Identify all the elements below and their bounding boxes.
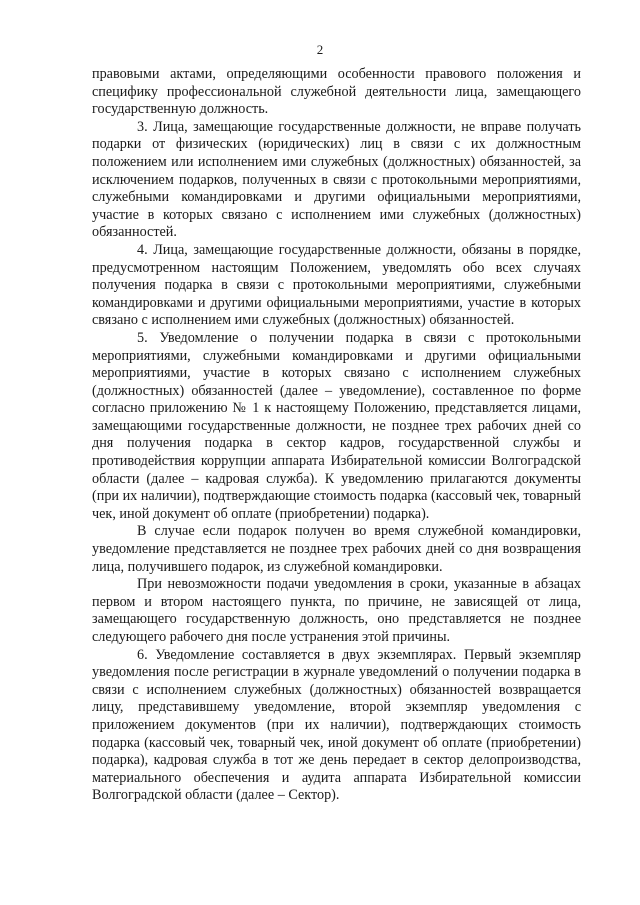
paragraph: правовыми актами, определяющими особенности правового положения и специфику профессиональной служебной деятельности лица, замещающего государственную должность. [92, 66, 581, 118]
paragraph-item-6: 6. Уведомление составляется в двух экземплярах. Первый экземпляр уведомления после регистрации в журнале уведомлений о получении подарка в связи с исполнением служебных (должностных) обязанностей возвращается лицу, представившему уведомление, второй экземпляр уведомления с приложением документов (при их наличии), подтверждающих стоимость подарка (кассовый чек, товарный чек, иной документ об оплате (приобретении) подарка), кадровая служба в тот же день передает в сектор делопроизводства, материального обеспечения и аудита аппарата Избирательной комиссии Волгоградской области (далее – Сектор). [92, 646, 581, 804]
page-number: 2 [316, 42, 324, 57]
paragraph-item-3: 3. Лица, замещающие государственные должности, не вправе получать подарки от физических (юридических) лиц в связи с их должностным положением или исполнением ими служебных (должностных) обязанностей, за исключением подарков, полученных в связи с протокольными мероприятиями, служебными командировками и другими официальными мероприятиями, участие в которых связано с исполнением ими служебных (должностных) обязанностей. [92, 118, 581, 241]
paragraph-item-5-impossibility: При невозможности подачи уведомления в сроки, указанные в абзацах первом и втором настоящего пункта, по причине, не зависящей от лица, замещающего государственную должность, оно представляется не позднее следующего рабочего дня после устранения этой причины. [92, 576, 581, 645]
document-body [92, 66, 581, 805]
paragraph-item-5: 5. Уведомление о получении подарка в связи с протокольными мероприятиями, служебными командировками и другими официальными мероприятиями, участие в которых связано с исполнением служебных (должностных) обязанностей (далее – уведомление), составленное по форме согласно приложению № 1 к настоящему Положению, представляется лицами, замещающими государственные должности, не позднее трех рабочих дней со дня получения подарка в сектор кадров, государственной службы и противодействия коррупции аппарата Избирательной комиссии Волгоградской области (далее – кадровая служба). К уведомлению прилагаются документы (при их наличии), подтверждающие стоимость подарка (кассовый чек, товарный чек, иной документ об оплате (приобретении) подарка). [92, 329, 581, 522]
paragraph-item-4: 4. Лица, замещающие государственные должности, обязаны в порядке, предусмотренном настоящим Положением, уведомлять обо всех случаях получения подарка в связи с протокольными мероприятиями, служебными командировками и другими официальными мероприятиями, участие в которых связано с исполнением ими служебных (должностных) обязанностей. [92, 241, 581, 329]
paragraph-item-5-business-trip: В случае если подарок получен во время служебной командировки, уведомление представляется не позднее трех рабочих дней со дня возвращения лица, получившего подарок, из служебной командировки. [92, 523, 581, 575]
